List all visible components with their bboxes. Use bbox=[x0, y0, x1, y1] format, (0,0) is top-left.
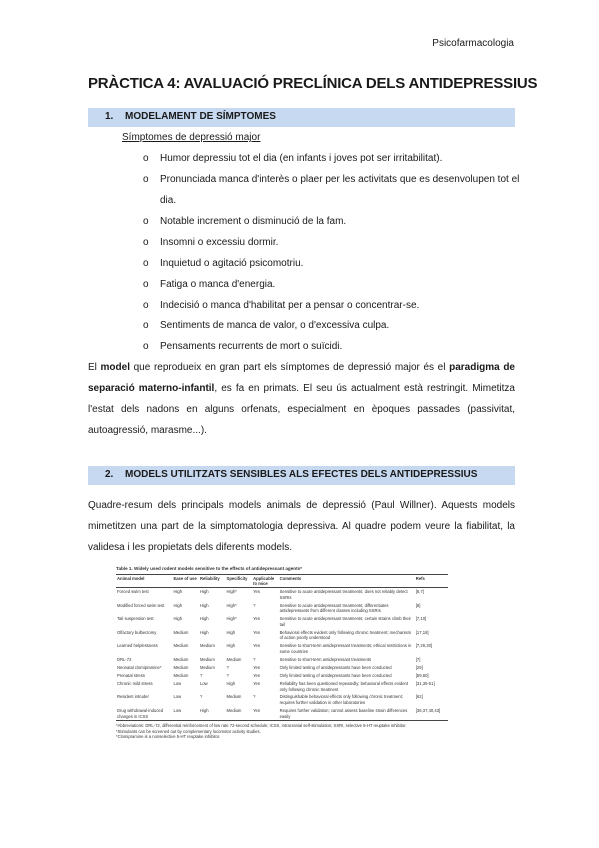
bullet-marker: o bbox=[143, 300, 149, 311]
table-row bbox=[116, 642, 448, 656]
table-cell: Low bbox=[172, 707, 199, 721]
table-cell: Forced swim test bbox=[117, 589, 149, 595]
running-header: Psicofarmacologia bbox=[432, 38, 514, 49]
table-row bbox=[116, 629, 448, 643]
table-cell: [29] bbox=[415, 664, 423, 670]
table-row bbox=[116, 672, 448, 680]
table-cell: Learned helplessness bbox=[117, 643, 158, 649]
table-cell: Medium bbox=[199, 664, 215, 670]
table-header-row bbox=[116, 575, 448, 588]
table-cell: Reliability has been questioned repeatedly; behavioral effects evident only following chronic treatment bbox=[279, 680, 409, 692]
models-table-figure bbox=[116, 566, 448, 816]
table-cell: Yes bbox=[253, 672, 260, 678]
table-cell: Medium bbox=[173, 657, 189, 662]
table-row bbox=[116, 693, 448, 707]
table-cell: [62] bbox=[415, 694, 423, 700]
bold-term-paradigm: paradigma de separació materno-infantil bbox=[88, 362, 515, 394]
bullet-marker: o bbox=[143, 279, 149, 290]
table-cell: Sensitive to acute antidepressant treatments; certain strains climb their tail bbox=[279, 616, 411, 627]
table-cell: [17,18] bbox=[415, 629, 429, 635]
table-cell: Resident intruder bbox=[117, 694, 149, 700]
table-cell: Drug withdrawal-induced changes in ICSS bbox=[116, 707, 172, 721]
table-cell: Medium bbox=[226, 694, 242, 700]
models-table bbox=[116, 574, 448, 721]
table-cell: Requires further validation; cannot assess baseline strain differences easily bbox=[279, 707, 415, 721]
table-cell: Only limited testing of antidepressants have been conducted bbox=[279, 672, 392, 678]
table-cell: Sensitive to short-term antidepressant treatments bbox=[279, 657, 372, 662]
column-header: Specificity bbox=[226, 575, 253, 588]
table-cell: [8] bbox=[415, 602, 421, 608]
table-cell: Low bbox=[199, 680, 208, 686]
table-cell: [31,35-51] bbox=[415, 680, 435, 686]
column-header: Applicable to mice bbox=[252, 575, 279, 588]
table-cell: Yes bbox=[253, 643, 260, 649]
table-cell: High bbox=[173, 616, 183, 622]
table-footnote: *Stimulants can be screened out by complementary locomotor activity studies. bbox=[116, 728, 261, 734]
table-cell: DRL-72 bbox=[117, 657, 132, 662]
column-header: Reliability bbox=[199, 575, 226, 588]
symptom-item: Inquietud o agitació psicomotriu. bbox=[160, 258, 304, 269]
table-cell: ? bbox=[253, 694, 256, 700]
symptom-item: Indecisió o manca d'habilitat per a pensar o concentrar-se. bbox=[160, 300, 420, 311]
column-header: Refs bbox=[415, 575, 448, 588]
table-cell: ? bbox=[199, 672, 203, 678]
symptoms-subtitle: Símptomes de depressió major bbox=[122, 132, 261, 143]
table-cell: High bbox=[199, 616, 209, 622]
table-cell: High* bbox=[226, 589, 237, 595]
table-cell: [7] bbox=[415, 657, 421, 662]
bullet-marker: o bbox=[143, 258, 149, 269]
table-footnotes bbox=[116, 723, 448, 739]
table-row bbox=[116, 615, 448, 629]
table-cell: Sensitive to acute antidepressant treatments; does not reliably detect SSRIs bbox=[279, 589, 408, 600]
table-cell: High bbox=[226, 643, 236, 649]
section-1-paragraph: El model que reprodueix en gran part els símptomes de depressió major és el paradigma de separació materno-infantil, es fa en primats. El seu ús actualment està restringit. Mimetitza l'estat dels nadons en alguns orfenats, especialment en èpoques passades (passivitat, autoagressió, marasme...). bbox=[88, 362, 515, 436]
table-cell: ? bbox=[199, 694, 203, 700]
bullet-marker: o bbox=[143, 153, 149, 164]
table-cell: [36,37,40,43] bbox=[415, 707, 448, 721]
bullet-marker: o bbox=[143, 237, 149, 248]
table-cell: High bbox=[199, 589, 209, 595]
table-row bbox=[116, 602, 448, 616]
table-caption: Table 1. Widely used rodent models sensitive to the effects of antidepressant agents* bbox=[116, 566, 302, 571]
table-cell: Low bbox=[173, 680, 182, 686]
section-2-paragraph: Quadre-resum dels principals models animals de depressió (Paul Willner). Aquests models mimetitzen una part de la simptomatologia depressiva. Al quadre podem veure la fiabilitat, la validesa i les propietats dels diferents models. bbox=[88, 500, 515, 553]
bullet-marker: o bbox=[143, 216, 149, 227]
table-cell: Yes bbox=[253, 664, 260, 670]
table-cell: Yes bbox=[253, 589, 260, 595]
table-cell: Only limited testing of antidepressants have been conducted bbox=[279, 664, 392, 670]
table-cell: Medium bbox=[173, 672, 189, 678]
table-footnote: *Abbreviations: DRL-72, differential reinforcement of low rate 72-second schedule; ICSS, intracranial self-stimulation; SSRI, selective 5-HT reuptake inhibitor. bbox=[116, 723, 407, 729]
table-cell: Prenatal stress bbox=[117, 672, 145, 678]
section-2-title: MODELS UTILITZATS SENSIBLES ALS EFECTES DELS ANTIDEPRESSIUS bbox=[125, 469, 478, 480]
section-2-number: 2. bbox=[105, 469, 114, 480]
table-cell: Sensitive to acute antidepressant treatments; differentiates antidepressants from different classes including SSRIs bbox=[279, 602, 389, 614]
table-cell: Distinguishable behavioral effects only following chronic treatment; requires further validation in other laboratories bbox=[279, 694, 403, 706]
column-header: Ease of use bbox=[172, 575, 199, 588]
table-cell: Yes bbox=[253, 680, 260, 686]
table-cell: Medium bbox=[173, 643, 189, 649]
page-title: PRÀCTICA 4: AVALUACIÓ PRECLÍNICA DELS ANTIDEPRESSIUS bbox=[88, 75, 538, 92]
table-cell: Tail suspension test bbox=[117, 616, 154, 622]
section-1-heading bbox=[88, 108, 515, 127]
table-cell: [7,10] bbox=[415, 616, 427, 622]
table-cell: Olfactory bulbectomy bbox=[117, 629, 157, 635]
table-row bbox=[116, 680, 448, 694]
table-cell: Behavioral effects evident only following chronic treatment; mechanism of action poorly understood bbox=[279, 629, 412, 641]
table-cell: Yes bbox=[253, 616, 260, 622]
bullet-marker: o bbox=[143, 320, 149, 331]
table-cell: High bbox=[173, 602, 183, 608]
column-header: Animal model bbox=[116, 575, 172, 588]
bullet-marker: o bbox=[143, 174, 149, 185]
table-cell: ? bbox=[226, 664, 229, 670]
symptom-item: Insomni o excessiu dormir. bbox=[160, 237, 279, 248]
column-header: Comments bbox=[279, 575, 415, 588]
table-cell: Neonatal clomipramine* bbox=[117, 664, 162, 670]
table-cell: Chronic mild stress bbox=[117, 680, 153, 686]
table-cell: ? bbox=[253, 657, 256, 662]
symptom-item: Fatiga o manca d'energia. bbox=[160, 279, 276, 290]
table-cell: Medium bbox=[226, 707, 253, 721]
table-cell: Yes bbox=[253, 629, 260, 635]
table-cell: ? bbox=[226, 672, 229, 678]
table-cell: Medium bbox=[226, 657, 242, 662]
symptom-item: Pensaments recurrents de mort o suïcidi. bbox=[160, 341, 343, 352]
symptom-item: Notable increment o disminució de la fam. bbox=[160, 216, 347, 227]
table-cell: ? bbox=[253, 602, 256, 608]
symptom-item: Sentiments de manca de valor, o d'excessiva culpa. bbox=[160, 320, 390, 331]
table-cell: Yes bbox=[252, 707, 279, 721]
section-1-number: 1. bbox=[105, 111, 114, 122]
table-cell: Medium bbox=[173, 664, 189, 670]
table-cell: Modified forced swim test bbox=[117, 602, 165, 608]
section-2-heading bbox=[88, 466, 515, 485]
table-cell: High bbox=[226, 680, 236, 686]
table-cell: High* bbox=[226, 616, 237, 622]
table-row bbox=[116, 656, 448, 664]
table-cell: High bbox=[199, 707, 226, 721]
table-cell: [7,29,30] bbox=[415, 643, 433, 649]
table-row bbox=[116, 707, 448, 721]
table-cell: Medium bbox=[199, 643, 215, 649]
table-cell: Medium bbox=[199, 657, 215, 662]
bold-term-model: model bbox=[100, 362, 130, 373]
table-row bbox=[116, 588, 448, 602]
table-cell: High bbox=[199, 629, 209, 635]
section-1-title: MODELAMENT DE SÍMPTOMES bbox=[125, 111, 276, 122]
table-footnote: *Clomipramine is a nonselective 5-HT reuptake inhibitor. bbox=[116, 734, 221, 740]
symptom-item: Humor depressiu tot el dia (en infants i joves pot ser irritabilitat). bbox=[160, 153, 443, 164]
table-cell: [59,60] bbox=[415, 672, 429, 678]
table-cell: Medium bbox=[173, 629, 189, 635]
bullet-marker: o bbox=[143, 341, 149, 352]
table-cell: High bbox=[226, 629, 236, 635]
symptom-item: Pronunciada manca d'interès o plaer per les activitats que es desenvolupen tot el dia. bbox=[160, 174, 520, 206]
table-row bbox=[116, 664, 448, 672]
table-cell: High bbox=[173, 589, 183, 595]
table-cell: High bbox=[199, 602, 209, 608]
table-cell: High* bbox=[226, 602, 237, 608]
table-cell: Low bbox=[173, 694, 182, 700]
table-cell: Sensitive to short-term antidepressant treatments; ethical restrictions in some countries bbox=[279, 643, 412, 655]
table-cell: [6,7] bbox=[415, 589, 424, 595]
